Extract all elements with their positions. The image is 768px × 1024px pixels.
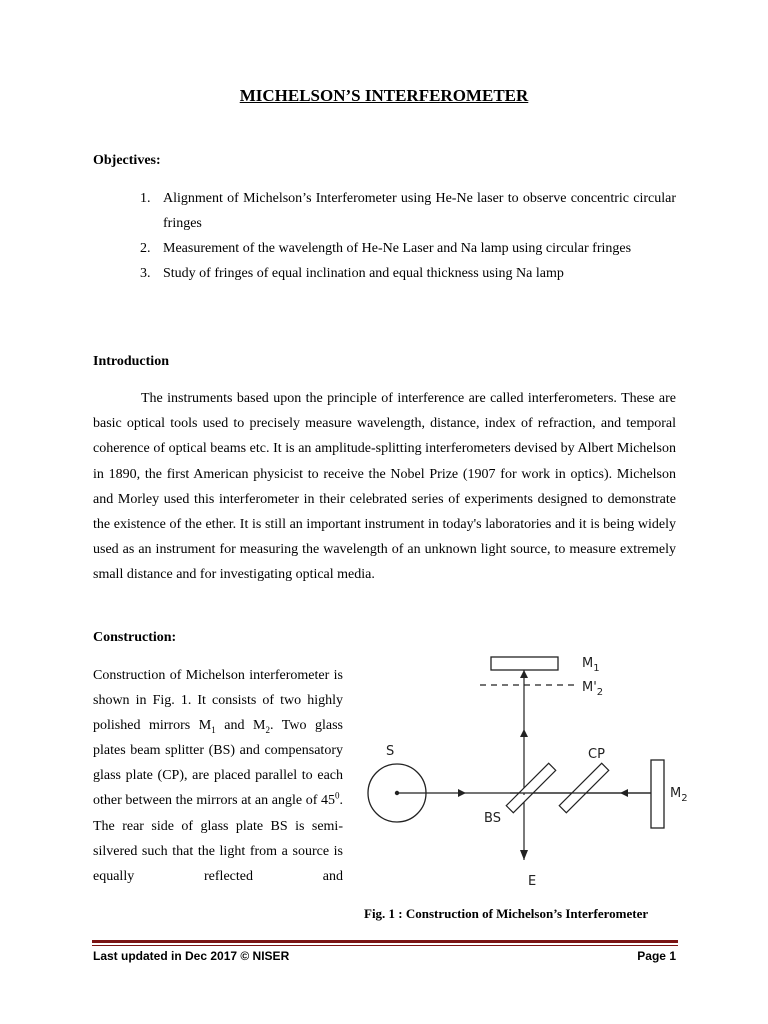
label-s: S <box>386 744 395 759</box>
list-item-number: 1. <box>140 191 151 206</box>
list-item-text: Measurement of the wavelength of He-Ne Laser and Na lamp using circular fringes <box>163 241 632 256</box>
list-item <box>93 261 676 286</box>
footer-divider <box>92 940 678 943</box>
list-item-number: 3. <box>140 266 151 281</box>
construction-paragraph <box>93 663 343 889</box>
arrow-icon <box>458 789 466 797</box>
construction-text-1: Construction of Michelson interferometer is shown in Fig. 1. It consists of two highly polished mirrors M <box>93 668 343 734</box>
beam-splitter-bs <box>506 763 555 812</box>
list-item-text: Study of fringes of equal inclination and equal thickness using Na lamp <box>163 266 564 281</box>
mirror-m1 <box>491 657 558 670</box>
list-item-text: Alignment of Michelson’s Interferometer using He-Ne laser to observe concentric circular fringes <box>163 191 676 231</box>
label-bs: BS <box>484 811 501 826</box>
page-title: MICHELSON’S INTERFEROMETER <box>239 86 529 105</box>
footer-page-number: Page 1 <box>637 949 676 963</box>
list-item <box>93 236 676 261</box>
m2-subscript: 2 <box>265 724 270 735</box>
objectives-heading: Objectives: <box>93 153 161 168</box>
footer-updated: Last updated in Dec 2017 © NISER <box>93 949 290 963</box>
construction-text-3: . The rear side of glass plate BS is semi-silvered such that the light from a source is equally reflected and <box>93 793 343 884</box>
list-item-number: 2. <box>140 241 151 256</box>
interferometer-diagram <box>360 645 700 895</box>
label-e: E <box>528 874 537 889</box>
interferometer-figure <box>360 645 700 895</box>
construction-text-2: . Two glass plates beam splitter (BS) and compensatory glass plate (CP), are placed parallel to each other between the mirrors at an angle of 45 <box>93 718 343 809</box>
m1-subscript: 1 <box>211 724 216 735</box>
label-cp: CP <box>588 747 605 762</box>
figure-caption: Fig. 1 : Construction of Michelson’s Interferometer <box>364 906 649 921</box>
label-m2: $M_2$ <box>670 786 688 804</box>
mirror-m2 <box>651 760 664 828</box>
construction-text-and: and M <box>215 718 266 734</box>
introduction-heading: Introduction <box>93 354 169 369</box>
introduction-paragraph: The instruments based upon the principle of interference are called interferometers. These are basic optical tools used to precisely measure wavelength, distance, index of refraction, and temporal coherence of optical beams etc. It is an amplitude-splitting interferometers devised by Albert Michelson in 1890, the first American physicist to receive the Nobel Prize (1907 for work in optics). Michelson and Morley used this interferometer in their celebrated series of experiments designed to demonstrate the existence of the ether. It is still an important instrument in today's laboratories and it is being widely used as an instrument for measuring the wavelength of an unknown light source, to measure extremely small distance and for investigating optical media. <box>93 391 676 583</box>
arrow-icon <box>520 729 528 737</box>
degree-superscript: 0 <box>335 790 340 801</box>
arrow-icon <box>520 670 528 678</box>
compensating-plate-cp <box>559 763 608 812</box>
list-item <box>93 186 676 236</box>
construction-heading: Construction: <box>93 630 177 645</box>
label-m1: $M_1$ <box>582 656 600 674</box>
label-m2-prime: $M'_2$ <box>582 680 604 698</box>
arrow-icon <box>520 850 528 860</box>
objectives-list <box>93 186 676 286</box>
footer-divider-thin <box>92 945 678 946</box>
